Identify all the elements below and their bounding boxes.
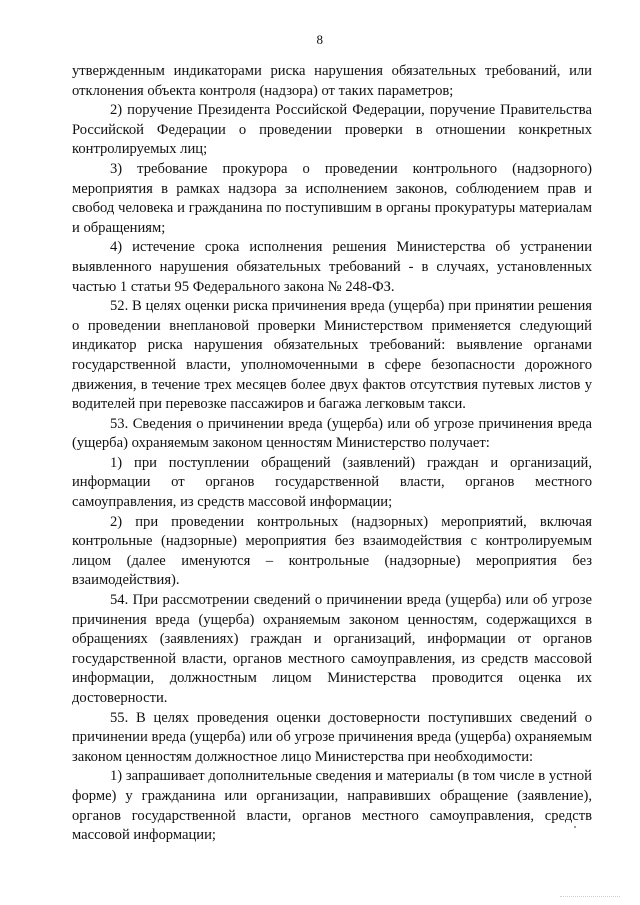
paragraph-clause-54: 54. При рассмотрении сведений о причинении вреда (ущерба) или об угрозе причинения вреда (ущерба) охраняемым законом ценностям, содержащихся в обращениях (заявлениях) граждан и организаций, информации от органов государственной власти, органов местного самоуправления, из средств массовой информации, должностным лицом Министерства проводится оценка их достоверности. xyxy=(72,592,592,706)
scan-speck xyxy=(574,826,576,828)
paragraph-continuation: утвержденным индикаторами риска нарушения обязательных требований, или отклонения объекта контроля (надзора) от таких параметров; xyxy=(72,63,592,99)
scan-edge-mark xyxy=(560,896,620,897)
paragraph-clause-55: 55. В целях проведения оценки достоверности поступивших сведений о причинении вреда (ущерба) или об угрозе причинения вреда (ущерба) охраняемым законом ценностям должностное лицо Министерства при необходимости: xyxy=(72,709,592,765)
paragraph-clause-53-item-2: 2) при проведении контрольных (надзорных) мероприятий, включая контрольные (надзорные) мероприятия без взаимодействия с контролируемым лицом (далее именуются – контрольные (надзорные) мероприятия без взаимодействия). xyxy=(72,513,592,589)
paragraph-item-2: 2) поручение Президента Российской Федерации, поручение Правительства Российской Федерации о проведении проверки в отношении конкретных контролируемых лиц; xyxy=(72,102,592,158)
paragraph-clause-55-item-1: 1) запрашивает дополнительные сведения и материалы (в том числе в устной форме) у гражданина или организации, направивших обращение (заявление), органов государственной власти, органов местного самоуправления, средств массовой информации; xyxy=(72,768,592,844)
paragraph-item-3: 3) требование прокурора о проведении контрольного (надзорного) мероприятия в рамках надзора за исполнением законов, соблюдением прав и свобод человека и гражданина по поступившим в органы прокуратуры материалам и обращениям; xyxy=(72,160,592,236)
paragraph-clause-52: 52. В целях оценки риска причинения вреда (ущерба) при принятии решения о проведении внеплановой проверки Министерством применяется следующий индикатор риска нарушения обязательных требований: выявление органами государственной власти, уполномоченными в сфере безопасности дорожного движения, в течение трех месяцев более двух фактов отсутствия путевых листов у водителей при перевозке пассажиров и багажа легковым такси. xyxy=(72,298,592,413)
paragraph-clause-53-item-1: 1) при поступлении обращений (заявлений) граждан и организаций, информации от органов государственной власти, органов местного самоуправления, из средств массовой информации; xyxy=(72,454,592,511)
document-body xyxy=(72,62,592,846)
paragraph-clause-53: 53. Сведения о причинении вреда (ущерба) или об угрозе причинения вреда (ущерба) охраняемым законом ценностям Министерство получает: xyxy=(72,415,592,452)
page-number: 8 xyxy=(316,32,324,47)
paragraph-item-4: 4) истечение срока исполнения решения Министерства об устранении выявленного нарушения обязательных требований - в случаях, установленных частью 1 статьи 95 Федерального закона № 248-ФЗ. xyxy=(72,239,592,295)
